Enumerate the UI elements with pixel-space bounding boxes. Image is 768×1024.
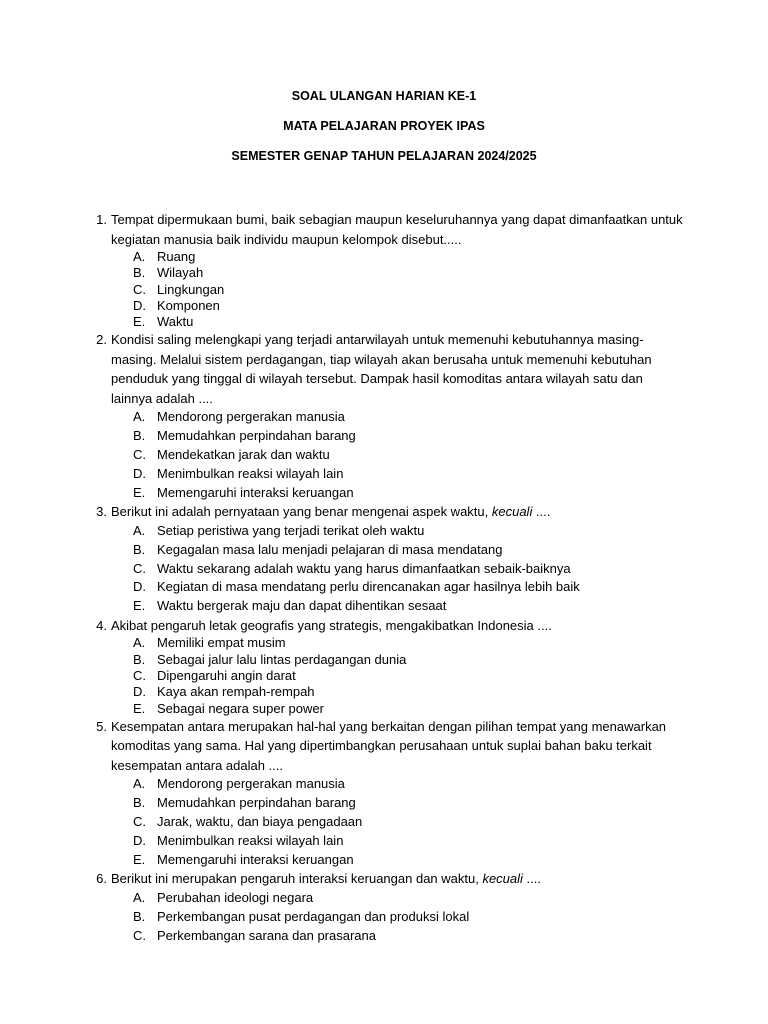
option-text: Perubahan ideologi negara bbox=[157, 889, 314, 905]
option-text: Memudahkan perpindahan barang bbox=[157, 795, 356, 811]
option-letter: C. bbox=[133, 447, 146, 463]
question-number: 1. bbox=[96, 212, 107, 227]
option-a bbox=[133, 775, 685, 794]
option-a bbox=[133, 635, 685, 651]
option-a bbox=[133, 522, 685, 541]
option-letter: E. bbox=[133, 851, 146, 867]
question-text: Akibat pengaruh letak geografis yang strategis, mengakibatkan Indonesia .... bbox=[111, 617, 552, 633]
option-d bbox=[133, 578, 685, 597]
option-letter: B. bbox=[133, 795, 146, 811]
subject-title: MATA PELAJARAN PROYEK IPAS bbox=[283, 119, 485, 133]
option-text: Kegagalan masa lalu menjadi pelajaran di masa mendatang bbox=[157, 541, 503, 557]
option-letter: C. bbox=[133, 668, 146, 684]
option-text: Mendekatkan jarak dan waktu bbox=[157, 447, 330, 463]
option-d bbox=[133, 465, 685, 484]
question-text-part: Berikut ini merupakan pengaruh interaksi keruangan dan waktu, bbox=[111, 871, 483, 887]
option-a bbox=[133, 889, 685, 908]
option-letter: B. bbox=[133, 651, 146, 667]
question-text: Kesempatan antara merupakan hal-hal yang berkaitan dengan pilihan tempat yang menawarkan komoditas yang sama. Hal yang dipertimbangkan perusahaan untuk suplai bahan baku terkait kesempatan antara adalah .... bbox=[111, 718, 667, 773]
option-b bbox=[133, 794, 685, 813]
option-text: Mendorong pergerakan manusia bbox=[157, 409, 345, 425]
option-b bbox=[133, 652, 685, 668]
option-text: Waktu bbox=[157, 314, 194, 330]
option-letter: E. bbox=[133, 598, 146, 614]
option-text: Waktu bergerak maju dan dapat dihentikan sesaat bbox=[157, 598, 447, 614]
option-b bbox=[133, 541, 685, 560]
option-letter: E. bbox=[133, 484, 146, 500]
option-text: Menimbulkan reaksi wilayah lain bbox=[157, 465, 344, 481]
question-text-emphasis: kecuali bbox=[482, 871, 523, 887]
option-letter: E. bbox=[133, 314, 146, 330]
option-letter: C. bbox=[133, 927, 146, 943]
option-e bbox=[133, 597, 685, 616]
question-text-emphasis: kecuali bbox=[491, 504, 533, 520]
option-e bbox=[133, 484, 685, 503]
option-d bbox=[133, 684, 685, 700]
question-text-part: .... bbox=[522, 871, 541, 887]
option-letter: C. bbox=[133, 281, 146, 297]
question-number: 5. bbox=[96, 718, 107, 734]
option-letter: D. bbox=[133, 684, 146, 700]
option-letter: D. bbox=[133, 465, 146, 481]
option-b bbox=[133, 265, 685, 281]
option-letter: A. bbox=[133, 635, 146, 651]
option-a bbox=[133, 249, 685, 265]
question-3 bbox=[85, 502, 685, 615]
option-letter: D. bbox=[133, 832, 146, 848]
option-text: Ruang bbox=[157, 249, 196, 264]
option-text: Memengaruhi interaksi keruangan bbox=[157, 851, 354, 867]
option-list bbox=[111, 775, 685, 869]
option-c bbox=[133, 282, 685, 298]
option-text: Perkembangan pusat perdagangan dan produksi lokal bbox=[157, 908, 470, 924]
option-text: Perkembangan sarana dan prasarana bbox=[157, 927, 376, 943]
question-2 bbox=[85, 330, 685, 502]
question-list bbox=[85, 210, 685, 945]
option-c bbox=[133, 927, 685, 946]
option-letter: A. bbox=[133, 889, 146, 905]
question-text-part: .... bbox=[532, 504, 551, 520]
option-e bbox=[133, 851, 685, 870]
option-letter: A. bbox=[133, 249, 146, 264]
question-1 bbox=[85, 210, 685, 330]
option-d bbox=[133, 832, 685, 851]
option-letter: B. bbox=[133, 265, 146, 281]
question-number: 4. bbox=[96, 617, 107, 633]
option-c bbox=[133, 668, 685, 684]
option-b bbox=[133, 908, 685, 927]
option-list bbox=[111, 408, 685, 502]
option-e bbox=[133, 314, 685, 330]
document-header bbox=[0, 88, 768, 178]
option-text: Menimbulkan reaksi wilayah lain bbox=[157, 832, 344, 848]
option-letter: C. bbox=[133, 814, 146, 830]
option-letter: A. bbox=[133, 776, 146, 792]
question-4 bbox=[85, 616, 685, 717]
option-text: Wilayah bbox=[157, 265, 204, 281]
option-letter: B. bbox=[133, 541, 146, 557]
option-c bbox=[133, 446, 685, 465]
exam-title: SOAL ULANGAN HARIAN KE-1 bbox=[291, 89, 477, 103]
option-list bbox=[111, 249, 685, 330]
option-b bbox=[133, 427, 685, 446]
question-text: Tempat dipermukaan bumi, baik sebagian maupun keseluruhannya yang dapat dimanfaatkan untuk kegiatan manusia baik individu maupun kelompok disebut..... bbox=[111, 212, 683, 247]
option-letter: D. bbox=[133, 297, 146, 313]
option-d bbox=[133, 298, 685, 314]
question-text-part: Berikut ini adalah pernyataan yang benar mengenai aspek waktu, bbox=[111, 504, 492, 520]
question-text bbox=[111, 502, 685, 522]
option-list bbox=[111, 522, 685, 616]
option-a bbox=[133, 408, 685, 427]
option-c bbox=[133, 813, 685, 832]
semester-title: SEMESTER GENAP TAHUN PELAJARAN 2024/2025 bbox=[231, 149, 537, 163]
option-text: Sebagai negara super power bbox=[157, 700, 324, 716]
option-letter: C. bbox=[133, 560, 146, 576]
option-text: Waktu sekarang adalah waktu yang harus dimanfaatkan sebaik-baiknya bbox=[157, 560, 571, 576]
question-number: 3. bbox=[96, 504, 107, 520]
option-text: Jarak, waktu, dan biaya pengadaan bbox=[157, 814, 363, 830]
option-list bbox=[111, 635, 685, 716]
option-text: Sebagai jalur lalu lintas perdagangan dunia bbox=[157, 651, 407, 667]
option-list bbox=[111, 889, 685, 945]
option-letter: D. bbox=[133, 579, 146, 595]
option-text: Komponen bbox=[157, 297, 220, 313]
option-c bbox=[133, 560, 685, 579]
option-letter: E. bbox=[133, 700, 146, 716]
question-5 bbox=[85, 717, 685, 869]
option-text: Memiliki empat musim bbox=[157, 635, 286, 651]
question-6 bbox=[85, 869, 685, 945]
option-letter: B. bbox=[133, 428, 146, 444]
option-text: Memengaruhi interaksi keruangan bbox=[157, 484, 354, 500]
option-e bbox=[133, 701, 685, 717]
option-text: Kaya akan rempah-rempah bbox=[157, 684, 315, 700]
option-text: Kegiatan di masa mendatang perlu direncanakan agar hasilnya lebih baik bbox=[157, 579, 580, 595]
question-text: Kondisi saling melengkapi yang terjadi antarwilayah untuk memenuhi kebutuhannya masing-masing. Melalui sistem perdagangan, tiap wilayah akan berusaha untuk memenuhi kebutuhan penduduk yang tinggal di wilayah tersebut. Dampak hasil komoditas antara wilayah satu dan lainnya adalah .... bbox=[111, 332, 652, 406]
question-number: 2. bbox=[96, 332, 107, 348]
option-text: Dipengaruhi angin darat bbox=[157, 668, 296, 684]
option-text: Setiap peristiwa yang terjadi terikat oleh waktu bbox=[157, 522, 425, 538]
option-text: Memudahkan perpindahan barang bbox=[157, 428, 356, 444]
question-text bbox=[111, 869, 685, 889]
question-number: 6. bbox=[96, 871, 107, 887]
option-text: Lingkungan bbox=[157, 281, 225, 297]
option-letter: A. bbox=[133, 409, 146, 425]
option-text: Mendorong pergerakan manusia bbox=[157, 776, 345, 792]
option-letter: B. bbox=[133, 908, 146, 924]
option-letter: A. bbox=[133, 522, 146, 538]
